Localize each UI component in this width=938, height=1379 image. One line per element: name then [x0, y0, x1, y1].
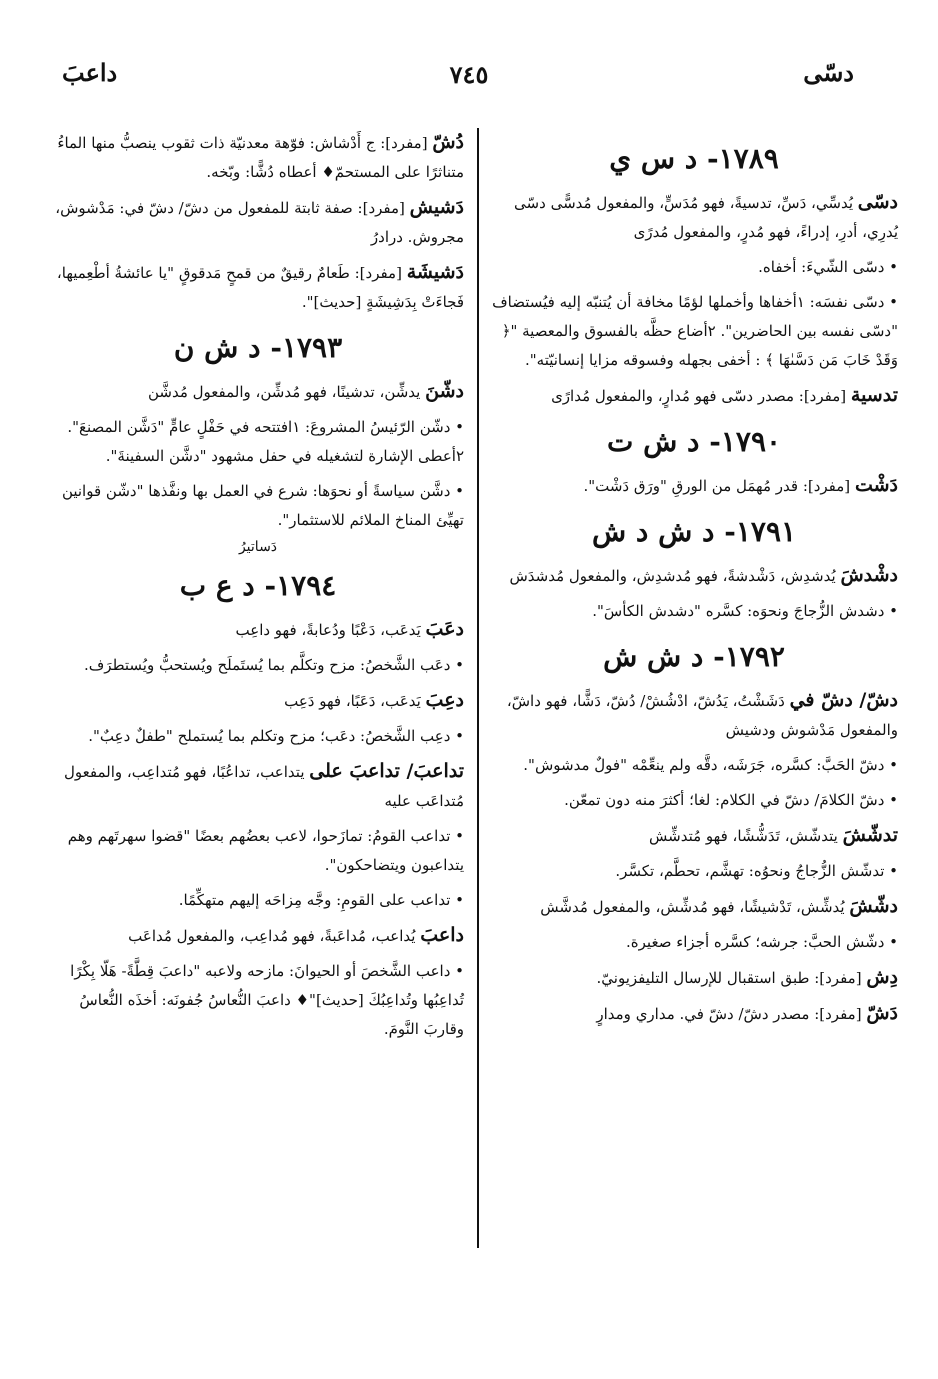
entry-text: يُدشدِش، دَشْدشةً، فهو مُدشدِش، والمفعول مُدشدَش: [509, 567, 836, 585]
dictionary-entry: [490, 381, 898, 411]
entry-text: يُداعب، مُداعَبةً، فهو مُداعِب، والمفعول مُداعَب: [128, 927, 416, 945]
dictionary-entry: [490, 686, 898, 745]
sense-line: • دعَب الشَّخصُ: مزح وتكلَّم بما يُستَملَح ويُستحبُّ ويُستطرَف.: [83, 656, 464, 674]
headword: تدشّشَ: [842, 824, 898, 846]
entry-text: يتداعب، تداعُبًا، فهو مُتداعِب، والمفعول مُتداعَب عليه: [63, 763, 464, 810]
dictionary-entry: [52, 128, 464, 187]
right-column: [490, 128, 898, 1035]
entry-text: يُدسِّي، دَسِّ، تدسيةً، فهو مُدَسٍّ، والمفعول مُدسًّى دسّى يُدرِي، أدرِ، إدراءً، فهو مُدرٍ، والمفعول مُدرًى: [514, 194, 898, 241]
headword: دعِبَ: [425, 689, 464, 711]
entry-text: [مفرد]: طَعامٌ رقيقٌ من قمحٍ مَدقوقٍ "يا عائشةُ أطْعِميها، فَجاءَتْ بِدَشِيشَةٍ [حديث]".: [56, 264, 464, 311]
entry-text: [مفرد]: قدر مُهمَل من الورقِ "ورَق دَشْت".: [583, 477, 851, 495]
root-heading: ١٧٩١- د ش د ش: [591, 515, 797, 548]
entry-text: [مفرد]: صفة ثابتة للمفعول من دشّ/ دشّ في: مَدْشوش، مجروش. درادرُ: [55, 199, 464, 246]
entry-text: يُدشِّش، تَدْشيشًا، فهو مُدشِّش، والمفعول مُدشَّش: [540, 898, 845, 916]
headword: دَشيشَة: [406, 261, 464, 283]
sense-line: • دسّى نفسَه: ١أخفاها وأخملها لؤمًا مخافة أن يُتنبّه إليه فيُستضاف "دسّى نفسه بين الحاضرين". ٢أضاع حظَّه بالفسوق والمعصية "﴿ وَقَدْ خَابَ مَن دَسَّىٰهَا ﴾ : أخفى بجهله وفسوقه مزايا إنسانيّته".: [492, 293, 898, 369]
dictionary-entry: [490, 821, 898, 851]
headword: تدسية: [850, 384, 898, 406]
headword: تداعبَ/ تداعبَ على: [309, 760, 464, 782]
column-divider: [477, 128, 479, 1248]
dictionary-entry: [52, 757, 464, 816]
sense-line: • دشدش الزُّجاجَ ونحوَه: كسَّره "دشدش الكأسَ".: [592, 602, 898, 620]
headword: دشّشَ: [849, 895, 898, 917]
entry-text: [مفرد]: مصدر دسّى فهو مُدارٍ، والمفعول مُدارًى: [551, 387, 847, 405]
sense-line: • تدشّش الزُّجاجُ ونحوُه: تهشَّم، تحطَّم، تكسَّر.: [615, 862, 898, 880]
sense-line: • دشّ الحَبَّ: كسَّره، جَرَشَه، دقَّه ولم ينعِّمْه "فولٌ مدشوش".: [523, 756, 898, 774]
sense-line: • دشّ الكلامَ/ دشّ في الكلام: لغا؛ أكثرَ منه دون تمعّن.: [564, 791, 898, 809]
dictionary-entry: [490, 188, 898, 247]
dictionary-entry: [490, 963, 898, 993]
sense-line: • تداعب على القومِ: وجَّه مِزاحَه إليهم متهكِّمًا.: [178, 891, 464, 909]
running-head-right: دسّى: [803, 58, 854, 87]
headword: داعبَ: [420, 924, 464, 946]
sense-line: • تداعب القومُ: تمازَحوا، لاعب بعضُهم بعضًا "قضوا سهرتَهم وهم يتداعبون ويتضاحكون".: [67, 827, 464, 874]
entry-text: يَدعَب، دَعَبًا، فهو دَعِب: [284, 692, 421, 710]
dictionary-entry: [490, 999, 898, 1029]
entry-text: [مفرد]: مصدر دشّ/ دشّ في. مداري ومدارٍ: [596, 1005, 862, 1023]
root-heading: ١٧٩٤- د ع ب: [179, 569, 337, 602]
headword: دَشْت: [854, 474, 898, 496]
dictionary-entry: [52, 377, 464, 407]
sense-line: • داعب الشَّخصَ أو الحيوانَ: مازحه ولاعبه "داعبَ قِطَّةً- هَلّا بِكْرًا تُداعِبُها وتُداعِبُكَ [حديث]"♦ داعبَ النُّعاسُ جُفونَه: أخذَه النُّعاسُ وقاربَ النَّومَ.: [70, 962, 464, 1038]
root-heading: ١٧٩٠- د ش ت: [606, 425, 782, 458]
dictionary-entry: [52, 615, 464, 645]
headword: دَشّ: [866, 1002, 898, 1024]
headword: دَشيش: [409, 196, 464, 218]
headword: دُشّ: [432, 131, 464, 153]
root-heading: ١٧٨٩- د س ي: [609, 142, 779, 175]
sense-line: • دسّى الشّيءَ: أخفاه.: [758, 258, 898, 276]
entry-text: [مفرد]: ج أَدْشاش: فوّهة معدنيّة ذات ثقوب ينصبُّ منها الماءُ متناثرًا على المستحمّ♦ أعطاه دُشًّا: وبّخه.: [57, 134, 464, 181]
sense-line: • دشّش الحبَّ: جرشه؛ كسَّره أجزاء صغيرة.: [626, 933, 898, 951]
root-heading: ١٧٩٢- د ش ش: [603, 640, 785, 673]
entry-text: يتدشّش، تَدَشُّشًا، فهو مُتدشِّش: [649, 827, 838, 845]
sense-line: • دشّن الرّئيسُ المشروعَ: ١افتتحه في حَفْلٍ عامٍّ "دَشَّن المصنعَ". ٢أعطى الإشارة لتشغيله في حفل مشهود "دشَّن السفينةَ".: [67, 418, 464, 465]
marginal-note: دَساتيرُ: [238, 539, 278, 555]
entry-text: يدشِّن، تدشينًا، فهو مُدشِّن، والمفعول مُدشَّن: [147, 383, 421, 401]
dictionary-entry: [52, 921, 464, 951]
sense-line: • دعِب الشَّخصُ: دعَب؛ مزح وتكلم بما يُستملح "طفلٌ دعِبٌ".: [88, 727, 464, 745]
entry-text: يَدعَب، دَعْبًا ودُعابةً، فهو داعِب: [235, 621, 421, 639]
left-column: [52, 128, 464, 1050]
dictionary-entry: [490, 561, 898, 591]
entry-text: دَشَشْتُ، يَدُشّ، ادْشُشْ/ دُشّ، دَشًّا، فهو داشّ، والمفعول مَدْشوش ودشيش: [506, 692, 898, 739]
dictionary-entry: [490, 892, 898, 922]
headword: دشْدشَ: [840, 564, 898, 586]
dictionary-entry: [52, 686, 464, 716]
root-heading: ١٧٩٣- د ش ن: [173, 331, 343, 364]
running-head-left: داعبَ: [62, 58, 118, 87]
sense-line: • دشَّن سياسةً أو نحوَها: شرع في العمل بها ونفَّذها "دشّن قوانين تهيِّئ المناخ الملائم للاستثمار".: [61, 482, 464, 529]
dictionary-entry: [52, 193, 464, 252]
headword: دشّنَ: [425, 380, 464, 402]
dictionary-entry: [52, 258, 464, 317]
headword: دسّى: [857, 191, 898, 213]
headword: دشّ/ دشّ في: [789, 689, 898, 711]
page-number: ٧٤٥: [449, 60, 489, 89]
headword: دعَبَ: [425, 618, 464, 640]
entry-text: [مفرد]: طبق استقبال للإرسال التليفزيونيّ.: [596, 969, 862, 987]
headword: دِش: [866, 966, 898, 988]
dictionary-entry: [490, 471, 898, 501]
